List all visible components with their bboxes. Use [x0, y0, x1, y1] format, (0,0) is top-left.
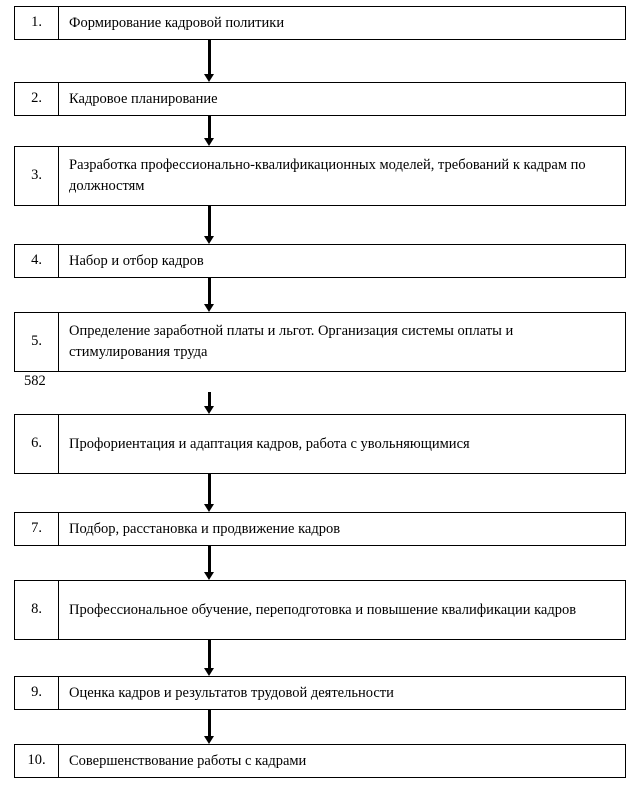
- step-label: Формирование кадровой политики: [69, 14, 285, 31]
- flow-step-4: [14, 244, 626, 278]
- arrow-connector-5-6: [204, 392, 215, 414]
- step-number: 4.: [15, 245, 59, 277]
- flow-step-5: [14, 312, 626, 372]
- flow-step-3: [14, 146, 626, 206]
- arrow-connector-6-7: [204, 474, 215, 512]
- flow-step-1: [14, 6, 626, 40]
- step-label: Набор и отбор кадров: [69, 252, 204, 269]
- arrow-connector-2-3: [204, 116, 215, 146]
- step-label: Профессиональное обучение, переподготовка и повышение квалификации кадров: [69, 601, 577, 618]
- step-label: Определение заработной платы и льгот. Организация системы оплаты и стимулирования труда: [69, 323, 514, 360]
- flow-step-9: [14, 676, 626, 710]
- arrow-connector-7-8: [204, 546, 215, 580]
- arrow-connector-3-4: [204, 206, 215, 244]
- step-number: 10.: [15, 745, 59, 777]
- flow-step-8: [14, 580, 626, 640]
- arrow-connector-4-5: [204, 278, 215, 312]
- step-label: Кадровое планирование: [69, 90, 218, 107]
- flow-step-2: [14, 82, 626, 116]
- step-label: Профориентация и адаптация кадров, работа с увольняющимися: [69, 435, 470, 452]
- step-number: 5.: [15, 313, 59, 371]
- step-label: Оценка кадров и результатов трудовой деятельности: [69, 684, 394, 701]
- step-label: Подбор, расстановка и продвижение кадров: [69, 520, 341, 537]
- step-number: 3.: [15, 147, 59, 205]
- step-number: 9.: [15, 677, 59, 709]
- step-number: 8.: [15, 581, 59, 639]
- page-number: 582: [24, 373, 46, 389]
- step-number: 1.: [15, 7, 59, 39]
- arrow-connector-1-2: [204, 40, 215, 82]
- step-label: Разработка профессионально-квалификационных моделей, требований к кадрам по должностям: [69, 157, 586, 194]
- step-number: 6.: [15, 415, 59, 473]
- step-number: 2.: [15, 83, 59, 115]
- flow-step-7: [14, 512, 626, 546]
- step-number: 7.: [15, 513, 59, 545]
- flow-step-6: [14, 414, 626, 474]
- step-label: Совершенствование работы с кадрами: [69, 752, 307, 769]
- arrow-connector-8-9: [204, 640, 215, 676]
- arrow-connector-9-10: [204, 710, 215, 744]
- flow-step-10: [14, 744, 626, 778]
